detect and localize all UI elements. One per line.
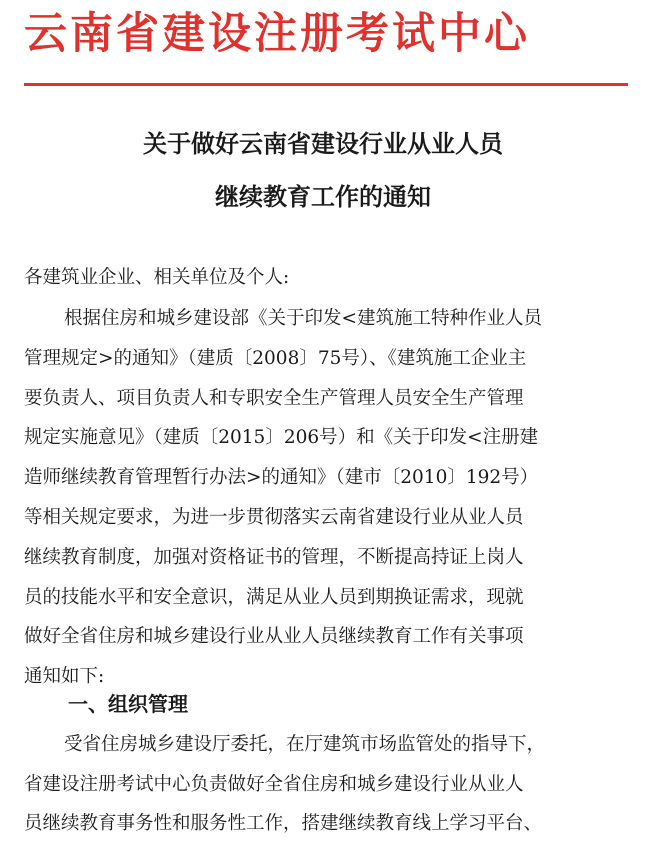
paragraph-2-line: 员继续教育事务性和服务性工作，搭建继续教育线上学习平台、 <box>24 813 543 834</box>
paragraph-1-line: 管理规定>的通知》（建质〔2008〕75号）、《建筑施工企业主 <box>24 347 527 369</box>
paragraph-1-line: 根据住房和城乡建设部《关于印发<建筑施工特种作业人员 <box>64 308 543 329</box>
paragraph-1-line: 继续教育制度，加强对资格证书的管理，不断提高持证上岗人 <box>24 546 524 568</box>
document-title-line-2: 继续教育工作的通知 <box>215 183 431 211</box>
paragraph-1-line: 造师继续教育管理暂行办法>的通知》（建市〔2010〕192号） <box>24 467 539 489</box>
paragraph-2-line: 受省住房城乡建设厅委托，在厅建筑市场监管处的指导下， <box>64 734 546 755</box>
paragraph-1-line: 通知如下: <box>24 666 105 688</box>
document-title-line-1: 关于做好云南省建设行业从业人员 <box>143 130 503 158</box>
paragraph-1-line: 要负责人、项目负责人和专职安全生产管理人员安全生产管理 <box>24 387 524 409</box>
paragraph-1-line: 规定实施意见》（建质〔2015〕206号）和《关于印发<注册建 <box>24 427 539 449</box>
letterhead-org-name: 云南省建设注册考试中心 <box>24 9 530 59</box>
paragraph-2-line: 省建设注册考试中心负责做好全省住房和城乡建设行业从业人 <box>24 773 524 795</box>
paragraph-1-line: 等相关规定要求，为进一步贯彻落实云南省建设行业从业人员 <box>24 506 524 528</box>
section-heading-organization: 一、组织管理 <box>68 692 188 716</box>
paragraph-1-line: 做好全省住房和城乡建设行业从业人员继续教育工作有关事项 <box>24 626 524 648</box>
salutation: 各建筑业企业、相关单位及个人: <box>24 267 290 288</box>
paragraph-1-line: 员的技能水平和安全意识，满足从业人员到期换证需求，现就 <box>24 586 524 608</box>
letterhead-red-rule <box>24 83 628 86</box>
paragraph-2 <box>24 725 630 844</box>
paragraph-1 <box>24 299 630 697</box>
